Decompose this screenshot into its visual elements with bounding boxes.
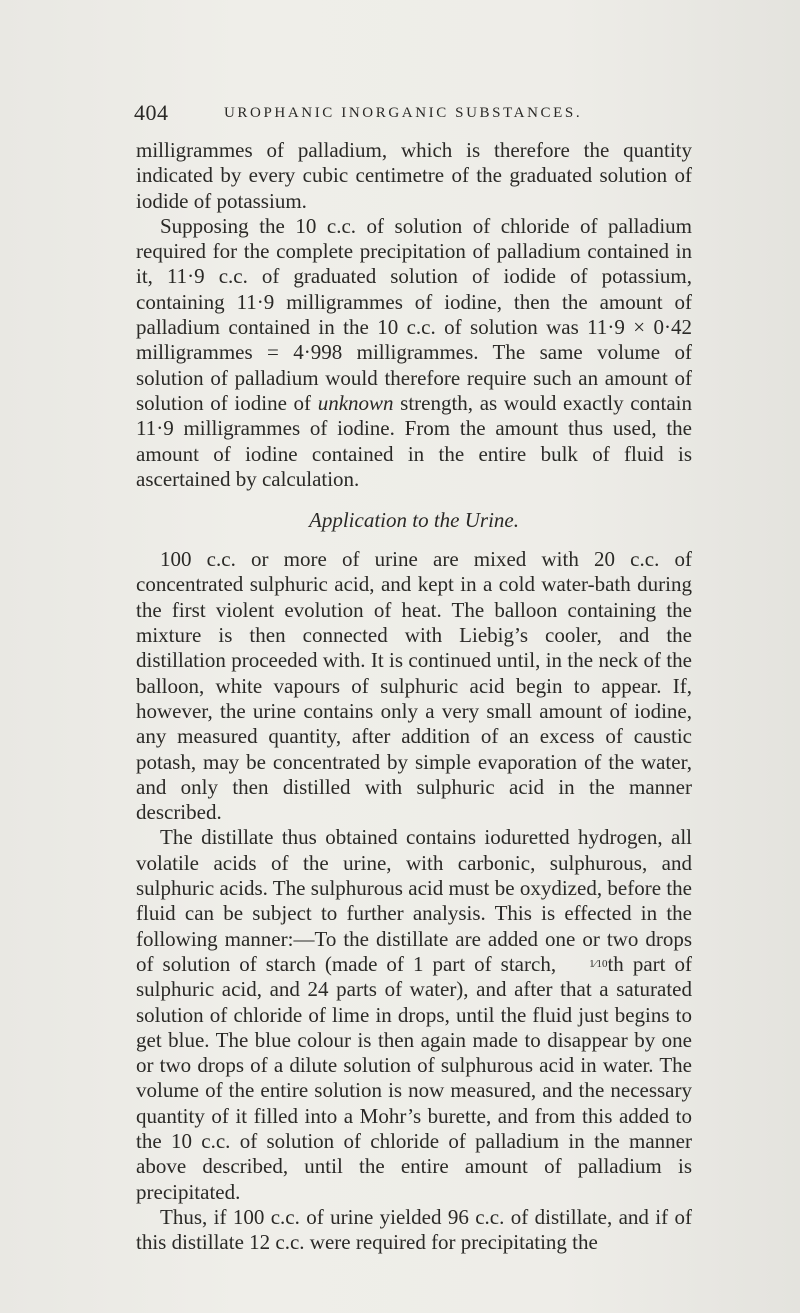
paragraph-3: 100 c.c. or more of urine are mixed with 20 c.c. of concentrated sulphuric acid, and kept in a cold water-bath during the first violent evolution of heat. The balloon containing the mixture is then connected with Liebig’s cooler, and the distillation proceeded with. It is continued until, in the neck of the balloon, white vapours of sulphuric acid begin to appear. If, however, the urine contains only a very small amount of iodine, any measured quantity, after addition of an excess of caustic potash, may be concentrated by simple evaporation of the water, and only then distilled with sulphuric acid in the manner described. [136,547,692,825]
body-text [136,138,692,1255]
italic-unknown: unknown [317,390,394,415]
paragraph-2-text: Supposing the 10 c.c. of solution of chloride of palladium required for the complete precipitation of palladium contained in it, 11·9 c.c. of graduated solution of iodide of potassium, containing 11·9 milligrammes of iodine, then the amount of palladium contained in the 10 c.c. of solution was 11·9 × 0·42 milligrammes = 4·998 milligrammes. The same volume of solution of palladium would therefore require such an amount of solution of iodine of [136,213,692,415]
page-header [136,100,696,132]
section-heading: Application to the Urine. [309,508,519,533]
paragraph-4 [136,825,692,1204]
paragraph-1: milligrammes of palladium, which is therefore the quantity indicated by every cubic centimetre of the graduated solution of iodide of potassium. [136,138,692,213]
page-number: 404 [134,100,169,125]
paragraph-5: Thus, if 100 c.c. of urine yielded 96 c.c. of distillate, and if of this distillate 12 c.c. were required for precipitating the [136,1204,692,1255]
running-head: UROPHANIC INORGANIC SUBSTANCES. [224,105,583,121]
fraction-one-tenth: 1⁄10 [589,957,608,970]
paragraph-4-end: th part of sulphuric acid, and 24 parts of water), and after that a saturated solution of chloride of lime in drops, until the fluid just begins to get blue. The blue colour is then again made to disappear by one or two drops of a dilute solution of sulphurous acid in water. The volume of the entire solution is now measured, and the necessary quantity of it filled into a Mohr’s burette, and from this added to the 10 c.c. of solution of chloride of palladium in the manner above described, until the entire amount of palladium is precipitated. [136,951,692,1204]
paragraph-2-end: strength, as would exactly contain 11·9 milligrammes of iodine. From the amount thus used, the amount of iodine contained in the entire bulk of fluid is ascertained by calculation. [136,390,693,491]
paragraph-4-text: The distillate thus obtained contains ioduretted hydrogen, all volatile acids of the urine, with carbonic, sulphurous, and sulphuric acids. The sulphurous acid must be oxydized, before the fluid can be subject to further analysis. This is effected in the following manner:—To the distillate are added one or two drops of solution of starch (made of 1 part of starch, [136,825,692,976]
paragraph-2 [136,214,692,492]
